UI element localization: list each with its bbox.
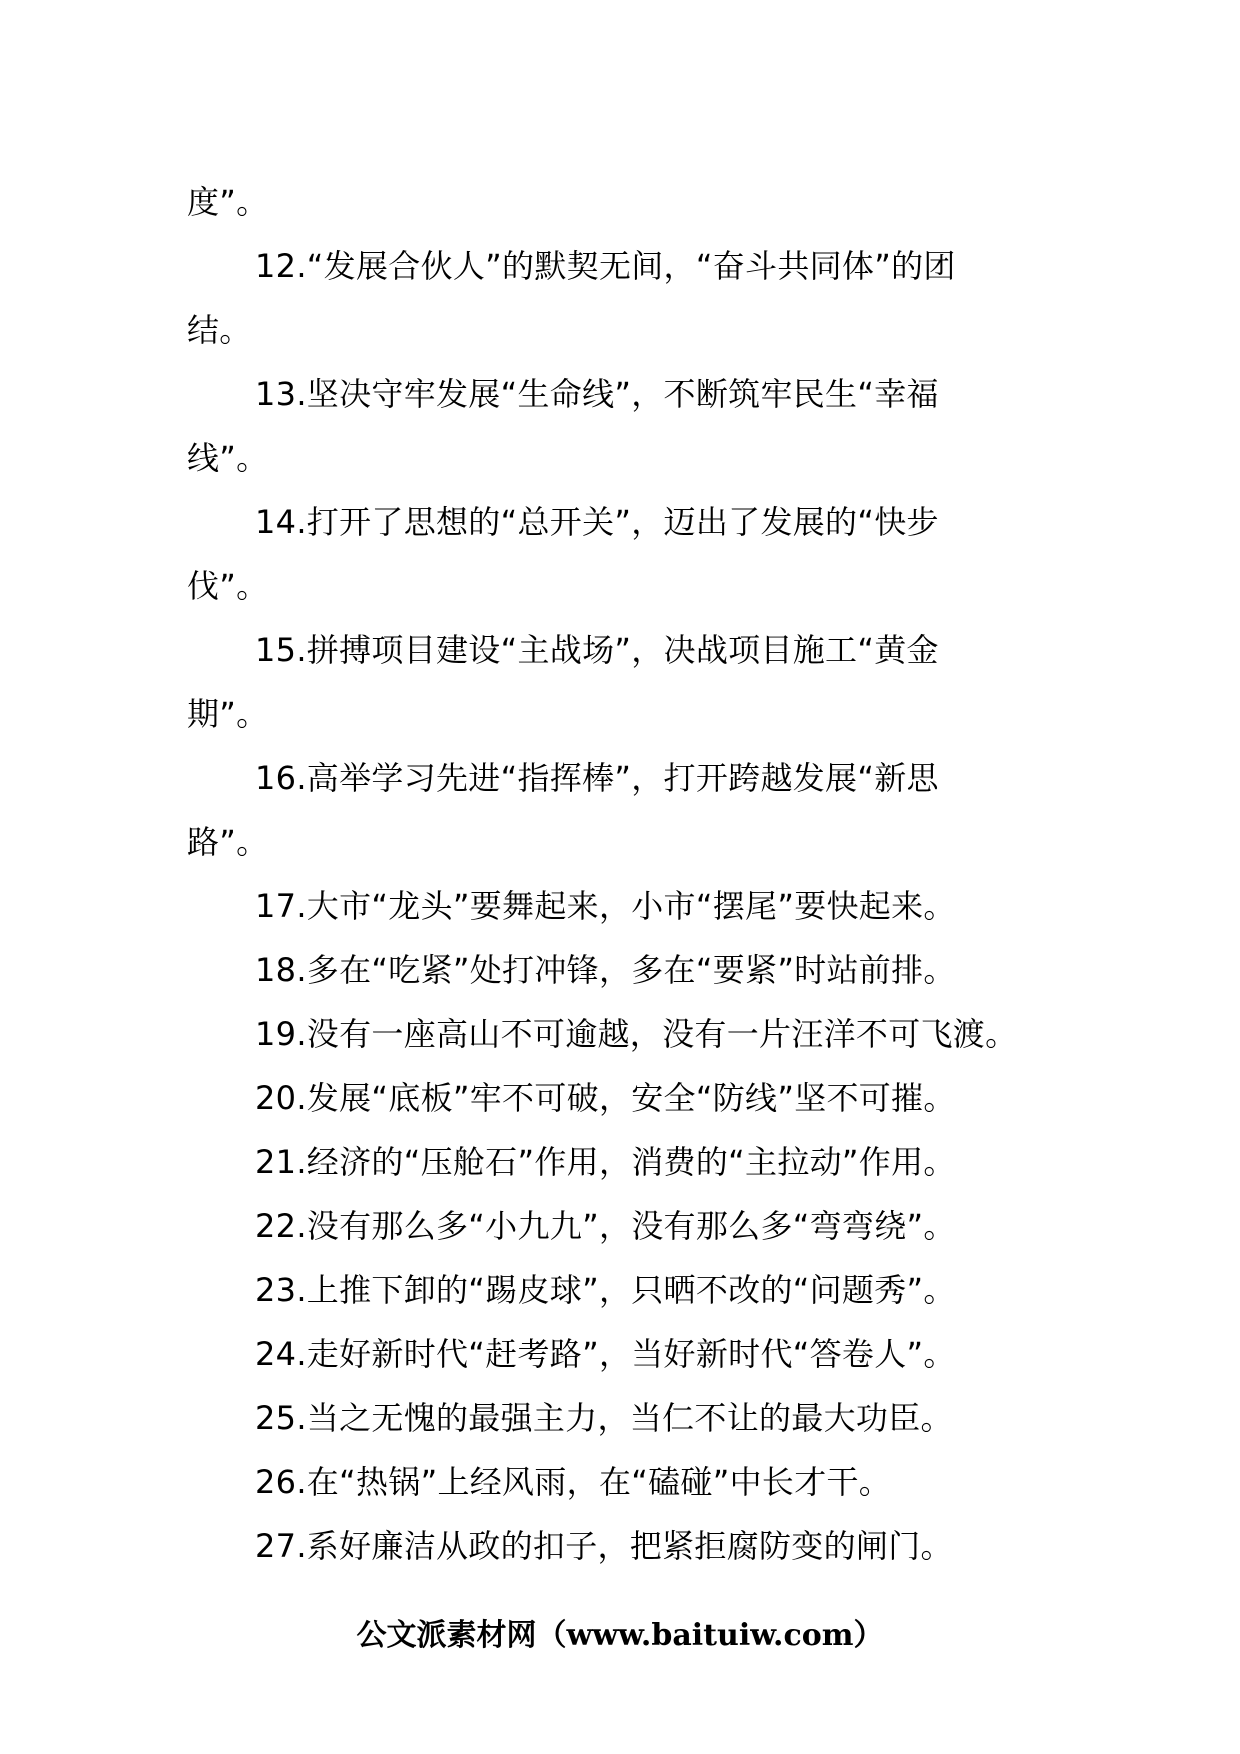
text-line: 度”。 xyxy=(187,183,269,221)
list-item-25: 25.当之无愧的最强主力，当仁不让的最大功臣。 xyxy=(255,1399,953,1437)
list-item-22: 22.没有那么多“小九九”，没有那么多“弯弯绕”。 xyxy=(255,1207,956,1245)
list-item-21: 21.经济的“压舱石”作用，消费的“主拉动”作用。 xyxy=(255,1143,956,1181)
list-item-14: 14.打开了思想的“总开关”，迈出了发展的“快步 xyxy=(255,503,939,541)
text-line: 期”。 xyxy=(187,695,269,733)
text-line: 结。 xyxy=(187,311,252,349)
document-body xyxy=(187,170,1057,1578)
footer-source: 公文派素材网（www.baituiw.com） xyxy=(356,1618,884,1653)
list-item-19: 19.没有一座高山不可逾越，没有一片汪洋不可飞渡。 xyxy=(255,1015,1018,1053)
list-item-18: 18.多在“吃紧”处打冲锋，多在“要紧”时站前排。 xyxy=(255,951,956,989)
text-line: 路”。 xyxy=(187,823,269,861)
text-line: 线”。 xyxy=(187,439,269,477)
list-item-23: 23.上推下卸的“踢皮球”，只晒不改的“问题秀”。 xyxy=(255,1271,956,1309)
list-item-27: 27.系好廉洁从政的扣子，把紧拒腐防变的闸门。 xyxy=(255,1527,953,1565)
list-item-20: 20.发展“底板”牢不可破，安全“防线”坚不可摧。 xyxy=(255,1079,956,1117)
list-item-16: 16.高举学习先进“指挥棒”，打开跨越发展“新思 xyxy=(255,759,939,797)
list-item-17: 17.大市“龙头”要舞起来，小市“摆尾”要快起来。 xyxy=(255,887,956,925)
list-item-26: 26.在“热锅”上经风雨，在“磕碰”中长才干。 xyxy=(255,1463,892,1501)
list-item-12: 12.“发展合伙人”的默契无间，“奋斗共同体”的团 xyxy=(255,247,956,285)
list-item-13: 13.坚决守牢发展“生命线”，不断筑牢民生“幸福 xyxy=(255,375,939,413)
list-item-24: 24.走好新时代“赶考路”，当好新时代“答卷人”。 xyxy=(255,1335,956,1373)
text-line: 伐”。 xyxy=(187,567,269,605)
list-item-15: 15.拼搏项目建设“主战场”，决战项目施工“黄金 xyxy=(255,631,939,669)
